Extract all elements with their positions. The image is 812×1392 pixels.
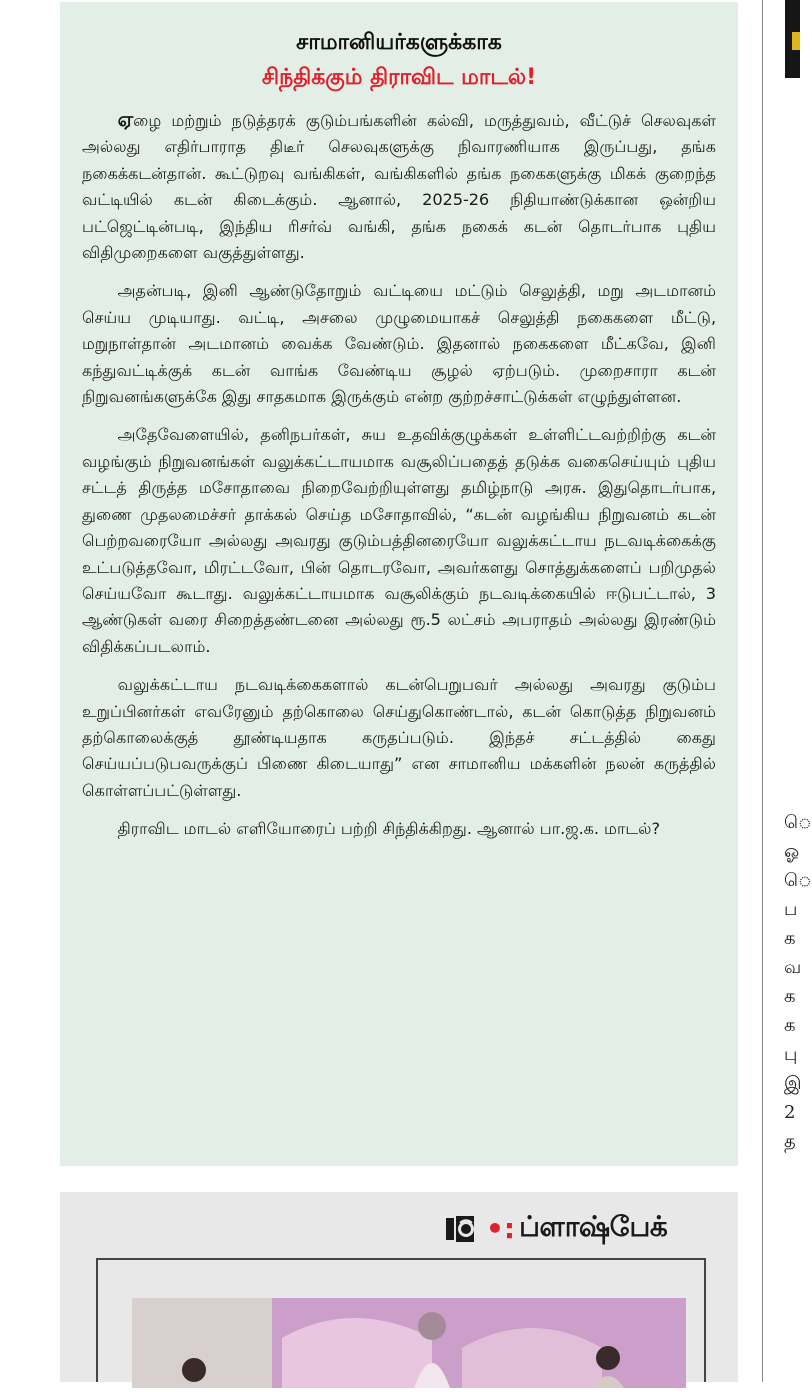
paragraph-1 xyxy=(82,106,716,266)
photo-frame xyxy=(96,1258,706,1382)
adjacent-glyph: த xyxy=(784,1131,796,1152)
adjacent-glyph: பு xyxy=(784,1044,798,1065)
adjacent-glyph: ப xyxy=(784,899,798,920)
archive-photo xyxy=(132,1298,686,1388)
paragraph-3: அதேவேளையில், தனிநபர்கள், சுய உதவிக்குழுக்கள் உள்ளிட்டவற்றிற்கு கடன் வழங்கும் நிறுவனங்கள் வலுக்கட்டாயமாக வசூலிப்பதைத் தடுக்க வகைசெய்யும் புதிய சட்டத் திருத்த மசோதாவை நிறைவேற்றியுள்ளது தமிழ்நாடு அரசு. இதுதொடர்பாக, துணை முதலமைச்சர் தாக்கல் செய்த மசோதாவில், “கடன் வழங்கிய நிறுவனம் கடன் பெற்றவரையோ அல்லது அவரது குடும்பத்தினரையோ வலுக்கட்டாய நடவடிக்கைக்கு உட்படுத்தவோ, மிரட்டவோ, பின் தொடரவோ, அவர்களது சொத்துக்களைப் பறிமுதல் செய்யவோ கூடாது. வலுக்கட்டாயமாக வசூலிக்கும் நடவடிக்கையில் ஈடுபட்டால், 3 ஆண்டுகள் வரை சிறைத்தண்டனை அல்லது ரூ.5 லட்சம் அபராதம் அல்லது இரண்டும் விதிக்கப்படலாம். xyxy=(82,425,716,656)
headline-line-2: சிந்திக்கும் திராவிட மாடல்! xyxy=(261,65,537,90)
paragraph-4: வலுக்கட்டாய நடவடிக்கைகளால் கடன்பெறுபவர் அல்லது அவரது குடும்ப உறுப்பினர்கள் எவரேனும் தற்கொலை செய்துகொண்டால், கடன் கொடுத்த நிறுவனம் தற்கொலைக்குத் தூண்டியதாக கருதப்படும். இந்தச் சட்டத்தில் கைது செய்யப்படுபவருக்குப் பிணை கிடையாது” என சாமானிய மக்களின் நலன் கருத்தில் கொள்ளப்பட்டுள்ளது. xyxy=(82,675,716,800)
paragraph-1-text: ழை மற்றும் நடுத்தரக் குடும்பங்களின் கல்வி, மருத்துவம், வீட்டுச் செலவுகள் அல்லது எதிர்பாராத திடீர் செலவுகளுக்கு நிவாரணியாக இருப்பது, தங்க நகைக்கடன்தான். கூட்டுறவு வங்கிகள், வங்கிகளில் தங்க நகைகளுக்கு மிகக் குறைந்த வட்டியில் கடன் கிடைக்கும். ஆனால், 2025-26 நிதியாண்டுக்கான ஒன்றிய பட்ஜெட்டின்படி, இந்திய ரிசர்வ் வங்கி, தங்க நகைக் கடன் தொடர்பாக புதிய விதிமுறைகளை வகுத்துள்ளது. xyxy=(82,111,716,263)
adjacent-glyph: 2 xyxy=(784,1102,796,1123)
adjacent-header-mark xyxy=(792,32,800,50)
adjacent-column-text xyxy=(784,808,812,1156)
flashback-title: ப்ளாஷ்பேக் xyxy=(519,1210,668,1243)
flashback-dots: •: xyxy=(486,1212,516,1245)
headline-line-1: சாமானியர்களுக்காக xyxy=(296,30,502,55)
paragraph-2: அதன்படி, இனி ஆண்டுதோறும் வட்டியை மட்டும் செலுத்தி, மறு அடமானம் செய்ய முடியாது. வட்டி, அசலை முழுமையாகச் செலுத்தி நகைகளை மீட்டு, மறுநாள்தான் அடமானம் வைக்க வேண்டும். இதனால் நகைகளை மீட்கவே, இனி கந்துவட்டிக்குக் கடன் வாங்க வேண்டிய சூழல் ஏற்படும். முறைசாரா கடன் நிறுவனங்களுக்கே இது சாதகமாக இருக்கும் என்ற குற்றச்சாட்டுக்கள் எழுந்துள்ளன. xyxy=(82,281,716,407)
flashback-logo xyxy=(444,1210,667,1247)
adjacent-glyph: க xyxy=(784,928,796,949)
adjacent-glyph: வ xyxy=(784,957,802,978)
adjacent-glyph: இ xyxy=(784,1073,802,1094)
flashback-section xyxy=(60,1192,738,1382)
paragraph-5: திராவிட மாடல் எளியோரைப் பற்றி சிந்திக்கிறது. ஆனால் பா.ஜ.க. மாடல்? xyxy=(117,819,661,839)
adjacent-glyph: க xyxy=(784,1015,796,1036)
adjacent-glyph: ெ xyxy=(784,812,812,833)
adjacent-glyph: ஓ xyxy=(784,841,800,862)
adjacent-glyph: ெ xyxy=(784,870,812,891)
camera-icon xyxy=(444,1212,478,1246)
editorial-article-box xyxy=(60,2,738,1166)
adjacent-glyph: க xyxy=(784,986,796,1007)
drop-cap: ஏ xyxy=(117,107,134,131)
column-divider xyxy=(762,0,763,1382)
